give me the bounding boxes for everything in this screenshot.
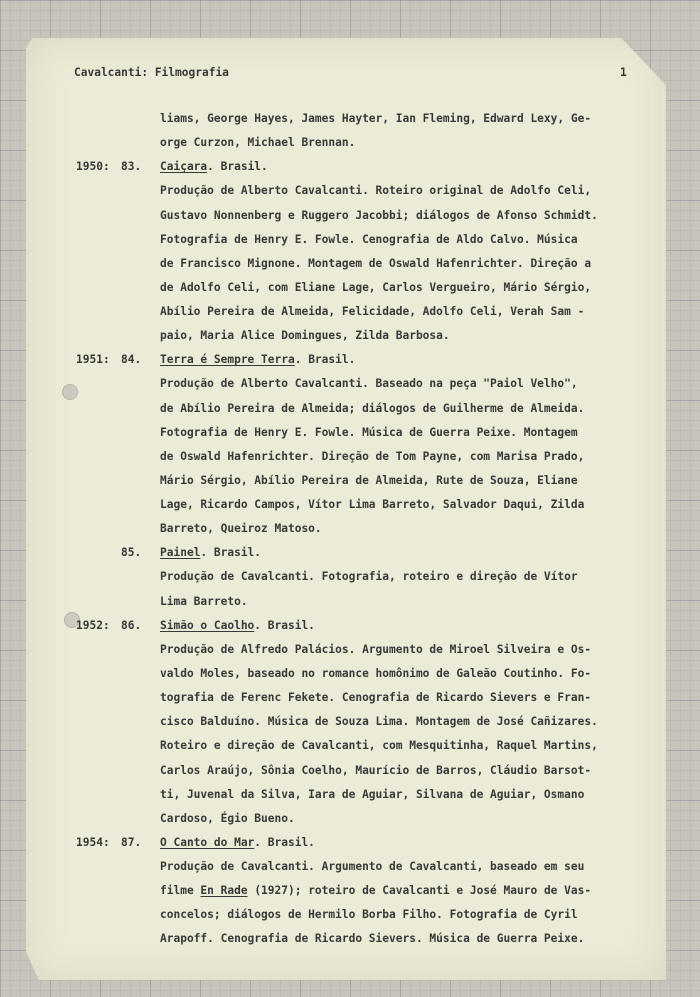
entry-number: 87. <box>121 835 142 849</box>
text-line <box>160 884 591 897</box>
text-segment: cisco Balduíno. Música de Souza Lima. Montagem de José Cañizares. <box>160 715 598 729</box>
film-title-line <box>160 160 268 173</box>
text-segment: filme <box>160 884 201 898</box>
text-line <box>160 498 584 511</box>
text-line <box>160 522 322 535</box>
film-title-line <box>160 619 315 632</box>
entry-year: 1954: <box>76 835 110 849</box>
punch-hole <box>62 384 78 400</box>
text-line <box>160 715 598 728</box>
text-segment: ti, Juvenal da Silva, Iara de Aguiar, Silvana de Aguiar, Osmano <box>160 787 585 801</box>
text-line <box>160 908 578 921</box>
text-line <box>160 570 578 583</box>
text-line <box>160 377 578 390</box>
text-line <box>160 474 578 487</box>
text-segment: Abílio Pereira de Almeida, Felicidade, Adolfo Celi, Verah Sam - <box>160 305 585 319</box>
underlined-title: En Rade <box>200 884 248 898</box>
film-title-line <box>160 353 355 366</box>
text-line <box>160 136 355 149</box>
text-segment: . Brasil. <box>254 618 315 632</box>
text-line <box>160 233 578 246</box>
text-line <box>160 595 248 608</box>
text-segment: Lima Barreto. <box>160 594 248 608</box>
entry-number: 85. <box>121 546 142 560</box>
text-segment: Barreto, Queiroz Matoso. <box>160 522 322 536</box>
entry-number: 86. <box>121 618 142 632</box>
text-line <box>160 860 584 873</box>
text-segment: tografia de Ferenc Fekete. Cenografia de Ricardo Sievers e Fran- <box>160 691 592 705</box>
text-segment: valdo Moles, baseado no romance homônimo de Galeão Coutinho. Fo- <box>160 666 592 680</box>
entry-year: 1951: <box>76 353 110 367</box>
entry-year: 1952: <box>76 618 110 632</box>
text-line <box>160 257 591 270</box>
text-segment: de Francisco Mignone. Montagem de Oswald Hafenrichter. Direção a <box>160 256 592 270</box>
text-line <box>160 329 450 342</box>
text-segment: Lage, Ricardo Campos, Vítor Lima Barreto, Salvador Daqui, Zilda <box>160 498 585 512</box>
text-segment: Arapoff. Cenografia de Ricardo Sievers. Música de Guerra Peixe. <box>160 932 585 946</box>
text-line <box>160 402 584 415</box>
underlined-title: Caiçara <box>160 160 208 174</box>
underlined-title: Terra é Sempre Terra <box>160 353 295 367</box>
text-segment: liams, George Hayes, James Hayter, Ian Fleming, Edward Lexy, Ge- <box>160 112 592 125</box>
text-line <box>160 426 578 439</box>
text-line <box>160 739 598 752</box>
page-number: 1 <box>620 66 627 79</box>
text-segment: paio, Maria Alice Domingues, Zilda Barbosa. <box>160 329 450 343</box>
text-segment: (1927); roteiro de Cavalcanti e José Mauro de Vas- <box>247 884 592 898</box>
text-segment: . Brasil. <box>200 546 262 560</box>
entry-number: 84. <box>121 353 142 367</box>
text-segment: Mário Sérgio, Abílio Pereira de Almeida, Rute de Souza, Eliane <box>160 473 578 487</box>
text-segment: de Oswald Hafenrichter. Direção de Tom Payne, com Marisa Prado, <box>160 449 585 463</box>
text-segment: Produção de Alfredo Palácios. Argumento de Miroel Silveira e Os- <box>160 642 592 656</box>
text-line <box>160 691 591 704</box>
text-segment: Fotografia de Henry E. Fowle. Música de Guerra Peixe. Montagem <box>160 425 578 439</box>
text-line <box>160 643 591 656</box>
text-line <box>160 184 591 197</box>
text-segment: Cardoso, Égio Bueno. <box>160 811 295 825</box>
text-line <box>160 764 591 777</box>
text-line <box>160 305 584 318</box>
underlined-title: Painel <box>160 546 201 560</box>
underlined-title: Simão o Caolho <box>160 618 255 632</box>
entry-year: 1950: <box>76 160 110 174</box>
text-segment: de Abílio Pereira de Almeida; diálogos de Guilherme de Almeida. <box>160 401 585 415</box>
text-segment: concelos; diálogos de Hermilo Borba Filho. Fotografia de Cyril <box>160 908 578 922</box>
text-line <box>160 209 598 222</box>
text-line <box>160 112 591 125</box>
page-header-title: Cavalcanti: Filmografia <box>74 66 229 79</box>
text-segment: Produção de Alberto Cavalcanti. Baseado na peça "Paiol Velho", <box>160 377 578 391</box>
text-line <box>160 667 591 680</box>
text-segment: Produção de Cavalcanti. Argumento de Cavalcanti, baseado em seu <box>160 860 585 874</box>
text-line <box>160 812 295 825</box>
text-line <box>160 788 584 801</box>
text-line <box>160 281 591 294</box>
text-segment: Produção de Alberto Cavalcanti. Roteiro original de Adolfo Celi, <box>160 184 592 198</box>
text-segment: Carlos Araújo, Sônia Coelho, Maurício de Barros, Cláudio Barsot- <box>160 763 592 777</box>
text-segment: . Brasil. <box>207 160 268 174</box>
text-segment: Roteiro e direção de Cavalcanti, com Mesquitinha, Raquel Martins, <box>160 739 598 753</box>
underlined-title: O Canto do Mar <box>160 835 255 849</box>
film-title-line <box>160 546 261 559</box>
text-segment: Fotografia de Henry E. Fowle. Cenografia de Aldo Calvo. Música <box>160 232 578 246</box>
text-segment: Gustavo Nonnenberg e Ruggero Jacobbi; diálogos de Afonso Schmidt. <box>160 208 598 222</box>
film-title-line <box>160 836 315 849</box>
text-segment: . Brasil. <box>254 835 315 849</box>
text-segment: orge Curzon, Michael Brennan. <box>160 136 356 150</box>
text-segment: . Brasil. <box>294 353 356 367</box>
entry-number: 83. <box>121 160 142 174</box>
text-line <box>160 932 584 945</box>
text-segment: Produção de Cavalcanti. Fotografia, roteiro e direção de Vítor <box>160 570 578 584</box>
text-segment: de Adolfo Celi, com Eliane Lage, Carlos Vergueiro, Mário Sérgio, <box>160 280 592 294</box>
text-line <box>160 450 584 463</box>
